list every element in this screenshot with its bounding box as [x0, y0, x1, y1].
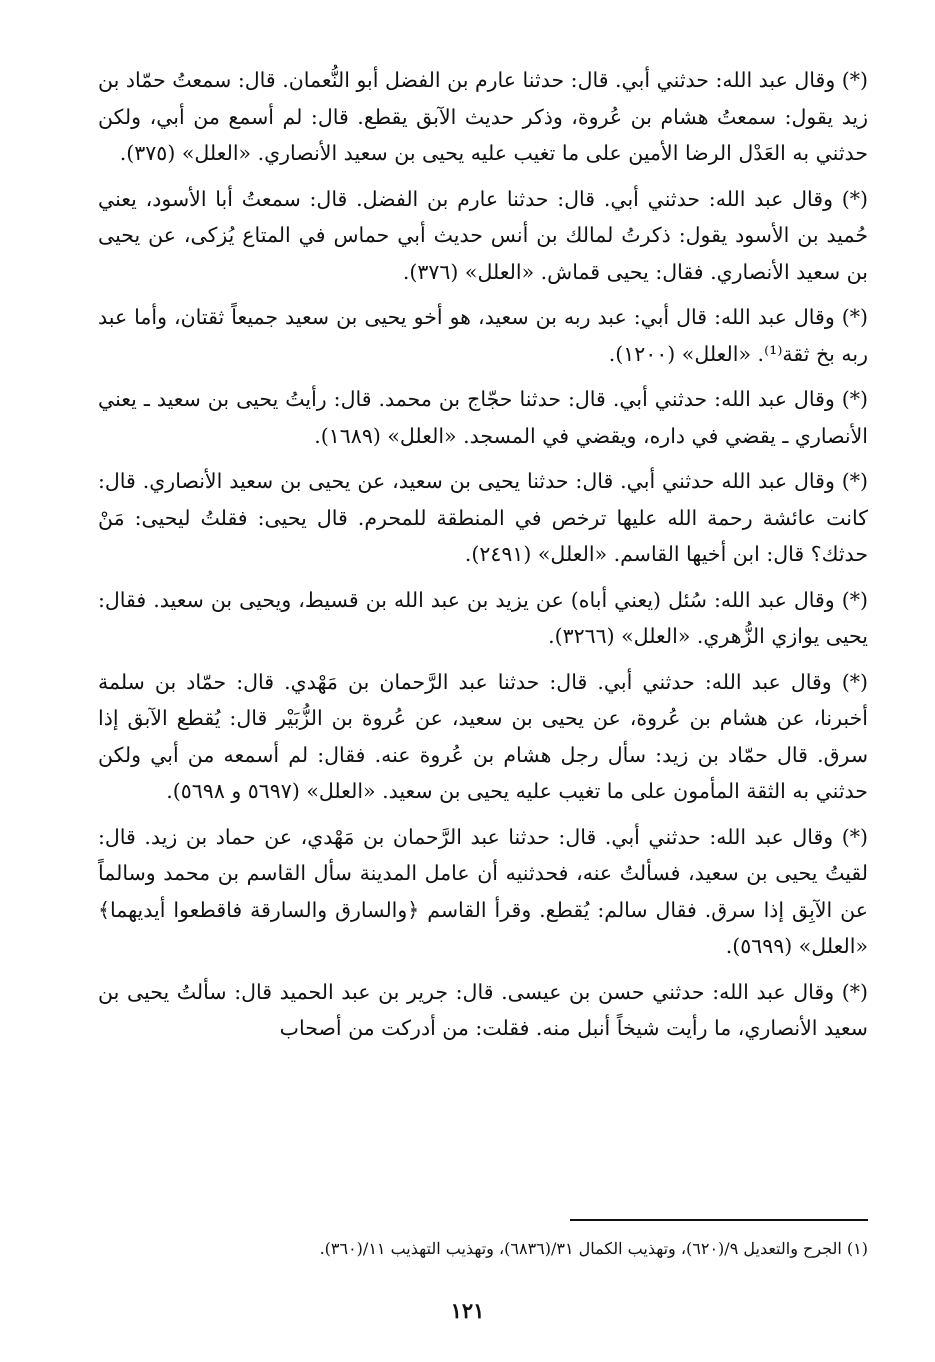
- paragraph-2: (*) وقال عبد الله: حدثني أبي. قال: حدثنا عارم بن الفضل. قال: سمعتُ أبا الأسود، يعني حُميد بن الأسود يقول: ذكرتُ لمالك بن أنس حديث أبي حماس في المتاع يُزكى، عن يحيى بن سعيد الأنصاري. فقال: يحيى قماش. «العلل» (٣٧٦).: [98, 186, 868, 284]
- paragraph-9: (*) وقال عبد الله: حدثني حسن بن عيسى. قال: جرير بن عبد الحميد قال: سألتُ يحيى بن سعيد الأنصاري، ما رأيت شيخاً أنبل منه. فقلت: من أدركت من أصحاب: [98, 979, 868, 1040]
- paragraph-3: (*) وقال عبد الله: قال أبي: عبد ربه بن سعيد، هو أخو يحيى بن سعيد جميعاً ثقتان، وأما عبد ربه بخ ثقة⁽¹⁾. «العلل» (١٢٠٠).: [98, 305, 868, 366]
- footnote-divider: [570, 1219, 868, 1221]
- page-number: ١٢١: [450, 1298, 485, 1323]
- paragraph-8: (*) وقال عبد الله: حدثني أبي. قال: حدثنا عبد الرَّحمان بن مَهْدي، عن حماد بن زيد. قال: لقيتُ يحيى بن سعيد، فسألتُ عنه، فحدثنيه أن عامل المدينة سأل القاسم بن محمد وسالماً عن الآبِق إذا سرق. فقال سالم: يُقطع. وقرأ القاسم ﴿والسارق والسارقة فاقطعوا أيديهما﴾ «العلل» (٥٦٩٩).: [98, 824, 868, 958]
- paragraph-1: (*) وقال عبد الله: حدثني أبي. قال: حدثنا عارم بن الفضل أبو النُّعمان. قال: سمعتُ حمّاد بن زيد يقول: سمعتُ هشام بن عُروة، وذكر حديث الآبق يقطع. قال: لم أسمع من أبي، ولكن حدثني به العَدْل الرضا الأمين على ما تغيب عليه يحيى بن سعيد الأنصاري. «العلل» (٣٧٥).: [98, 68, 868, 165]
- paragraph-5: (*) وقال عبد الله حدثني أبي. قال: حدثنا يحيى بن سعيد، عن يحيى بن سعيد الأنصاري. قال: كانت عائشة رحمة الله عليها ترخص في المنطقة للمحرم. قال يحيى: فقلتُ ليحيى: مَنْ حدثك؟ قال: ابن أخيها القاسم. «العلل» (٢٤٩١).: [98, 469, 868, 566]
- main-text: [98, 62, 868, 1056]
- paragraph-4: (*) وقال عبد الله: حدثني أبي. قال: حدثنا حجّاج بن محمد. قال: رأيتُ يحيى بن سعيد ـ يعني الأنصاري ـ يقضي في داره، ويقضي في المسجد. «العلل» (١٦٨٩).: [98, 387, 868, 448]
- paragraph-7: (*) وقال عبد الله: حدثني أبي. قال: حدثنا عبد الرَّحمان بن مَهْدي. قال: حمّاد بن سلمة أخبرنا، عن هشام بن عُروة، عن يحيى بن سعيد، عن عُروة بن الزُّبَيْر قال: يُقطع الآبق إذا سرق. قال حمّاد بن زيد: سأل رجل هشام بن عُروة عنه. فقال: لم أسمعه من أبي ولكن حدثني به الثقة المأمون على ما تغيب عليه يحيى بن سعيد. «العلل» (٥٦٩٧ و ٥٦٩٨).: [98, 669, 868, 803]
- footnote: (١) الجرح والتعديل ٩/(٦٢٠)، وتهذيب الكمال ٣١/(٦٨٣٦)، وتهذيب التهذيب ١١/(٣٦٠).: [319, 1239, 868, 1258]
- paragraph-6: (*) وقال عبد الله: سُئل (يعني أباه) عن يزيد بن عبد الله بن قسيط، ويحيى بن سعيد. فقال: يحيى يوازي الزُّهري. «العلل» (٣٢٦٦).: [98, 587, 868, 648]
